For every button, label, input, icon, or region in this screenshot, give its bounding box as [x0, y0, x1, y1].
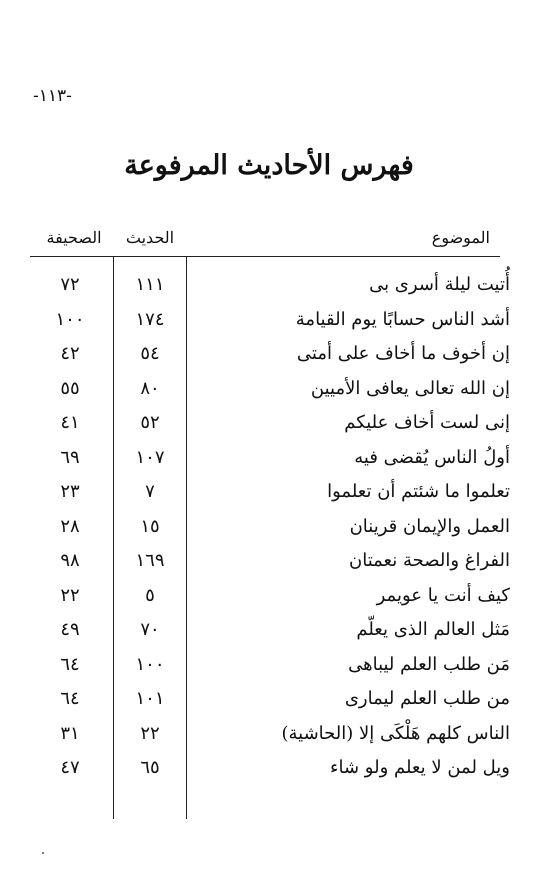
row-page-number: ٤٩ [60, 619, 80, 640]
row-page-number: ٤٢ [60, 343, 80, 364]
scan-speck [42, 852, 44, 854]
row-page-number: ٧٢ [60, 274, 80, 295]
index-table [0, 270, 538, 788]
row-hadith-number: ١٠١ [135, 688, 165, 709]
row-hadith-number: ٧ [145, 481, 155, 502]
index-title: فهرس الأحاديث المرفوعة [124, 150, 414, 181]
table-row [0, 615, 538, 650]
page-number: -١١٣- [33, 86, 72, 106]
header-topic: الموضوع [431, 228, 490, 247]
row-topic: كيف أنت يا عويمر [376, 584, 510, 606]
header-divider [30, 256, 500, 257]
table-row [0, 581, 538, 616]
row-page-number: ٢٣ [60, 481, 80, 502]
row-page-number: ٦٤ [60, 688, 80, 709]
table-row [0, 339, 538, 374]
row-topic: العمل والإيمان قرينان [349, 515, 510, 537]
row-hadith-number: ٢٢ [140, 722, 160, 744]
row-topic: إن الله تعالى يعافى الأميين [310, 377, 510, 399]
row-hadith-number: ١٠٧ [135, 446, 165, 468]
row-page-number: ٢٢ [60, 584, 80, 606]
header-hadith: الحديث [125, 228, 175, 247]
row-topic: مَثل العالم الذى يعلّم [356, 619, 510, 640]
table-row [0, 512, 538, 547]
table-row [0, 546, 538, 581]
row-topic: إن أخوف ما أخاف على أمتى [296, 343, 510, 364]
row-topic: تعلموا ما شئتم أن تعلموا [327, 481, 510, 502]
row-hadith-number: ١٥ [140, 515, 160, 537]
row-page-number: ٥٥ [60, 377, 80, 399]
row-topic: ويل لمن لا يعلم ولو شاء [330, 757, 510, 778]
table-row [0, 684, 538, 719]
row-page-number: ٣١ [60, 722, 80, 744]
row-hadith-number: ٨٠ [140, 377, 160, 399]
row-topic: أشد الناس حسابًا يوم القيامة [295, 308, 510, 330]
row-hadith-number: ١٠٠ [135, 653, 165, 675]
row-hadith-number: ٥ [145, 584, 155, 606]
row-hadith-number: ١٦٩ [135, 550, 165, 571]
row-hadith-number: ٥٢ [140, 412, 160, 433]
row-page-number: ٢٨ [60, 515, 80, 537]
row-topic: الفراغ والصحة نعمتان [349, 550, 510, 571]
row-topic: من طلب العلم ليمارى [344, 688, 510, 709]
table-row [0, 477, 538, 512]
row-topic: مَن طلب العلم ليباهى [348, 653, 510, 675]
table-row [0, 650, 538, 685]
row-page-number: ١٠٠ [55, 308, 85, 330]
row-hadith-number: ٦٥ [140, 757, 160, 778]
table-row [0, 270, 538, 305]
header-page: الصحيفة [46, 228, 102, 247]
row-topic: أولُ الناس يُقضى فيه [354, 446, 510, 468]
table-row [0, 753, 538, 788]
table-row [0, 443, 538, 478]
row-hadith-number: ١٧٤ [135, 308, 165, 330]
row-topic: أُتيت ليلة أسرى بى [369, 274, 510, 295]
table-row [0, 305, 538, 340]
row-hadith-number: ٥٤ [140, 343, 160, 364]
row-page-number: ٩٨ [60, 550, 80, 571]
table-row [0, 408, 538, 443]
row-topic: إنى لست أخاف عليكم [344, 412, 510, 433]
row-page-number: ٤١ [60, 412, 80, 433]
row-page-number: ٦٤ [60, 653, 80, 675]
table-row [0, 374, 538, 409]
table-row [0, 719, 538, 754]
row-topic: الناس كلهم هَلْكَى إلا (الحاشية) [281, 722, 510, 744]
row-hadith-number: ١١١ [135, 274, 165, 295]
row-page-number: ٦٩ [60, 446, 80, 468]
row-hadith-number: ٧٠ [140, 619, 160, 640]
row-page-number: ٤٧ [60, 757, 80, 778]
